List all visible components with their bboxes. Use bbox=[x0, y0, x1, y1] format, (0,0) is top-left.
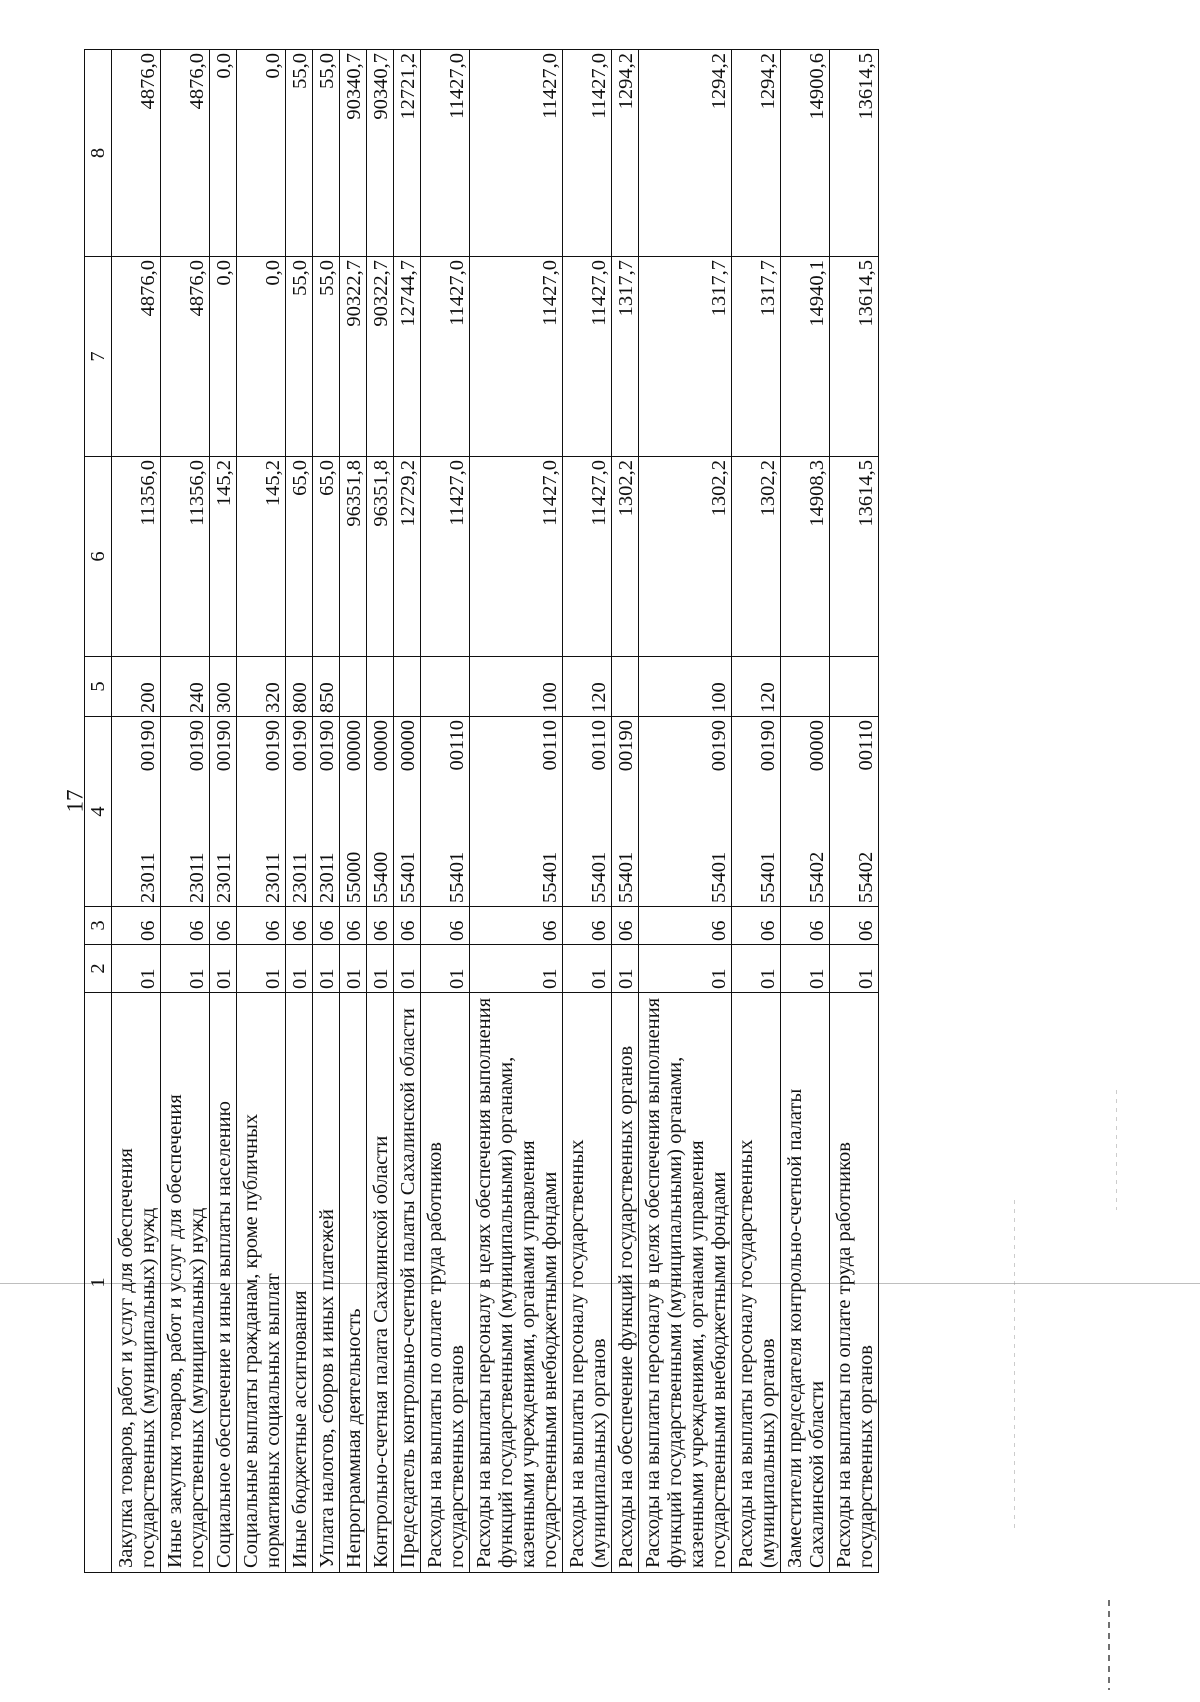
target-code-part1: 23011 bbox=[316, 852, 338, 903]
amount-col8: 4876,0 bbox=[161, 50, 210, 257]
target-article bbox=[470, 717, 563, 907]
amount-col7: 11427,0 bbox=[563, 257, 612, 457]
section-code: 01 bbox=[563, 945, 612, 993]
table-row bbox=[367, 50, 394, 1573]
amount-col8: 12721,2 bbox=[394, 50, 421, 257]
amount-col7: 55,0 bbox=[313, 257, 340, 457]
subsection-code: 06 bbox=[732, 907, 781, 945]
column-header: 8 bbox=[85, 50, 112, 257]
amount-col6: 145,2 bbox=[210, 457, 237, 657]
amount-col8: 1294,2 bbox=[612, 50, 639, 257]
target-code-part1: 23011 bbox=[137, 852, 159, 903]
target-code-part2: 00190 bbox=[316, 720, 338, 772]
row-name: Непрограммная деятельность bbox=[340, 993, 367, 1573]
amount-col7: 11427,0 bbox=[470, 257, 563, 457]
amount-col8: 11427,0 bbox=[563, 50, 612, 257]
target-article bbox=[237, 717, 286, 907]
amount-col7: 4876,0 bbox=[112, 257, 161, 457]
target-article bbox=[830, 717, 879, 907]
page-number: 17 bbox=[62, 789, 88, 813]
target-code-part1: 55401 bbox=[588, 851, 610, 903]
target-code-part2: 00000 bbox=[397, 720, 419, 772]
target-article bbox=[286, 717, 313, 907]
row-name: Заместители председателя контрольно-счетной палаты Сахалинской области bbox=[781, 993, 830, 1573]
target-code-part2: 00000 bbox=[370, 720, 392, 772]
target-code-part2: 00110 bbox=[539, 720, 561, 771]
row-name: Уплата налогов, сборов и иных платежей bbox=[313, 993, 340, 1573]
amount-col6: 11427,0 bbox=[563, 457, 612, 657]
target-code-part2: 00110 bbox=[588, 720, 610, 771]
section-code: 01 bbox=[161, 945, 210, 993]
subsection-code: 06 bbox=[161, 907, 210, 945]
amount-col6: 145,2 bbox=[237, 457, 286, 657]
subsection-code: 06 bbox=[237, 907, 286, 945]
amount-col8: 0,0 bbox=[237, 50, 286, 257]
target-article bbox=[112, 717, 161, 907]
row-name: Закупка товаров, работ и услуг для обеспечения государственных (муниципальных) нужд bbox=[112, 993, 161, 1573]
target-article bbox=[367, 717, 394, 907]
section-code: 01 bbox=[781, 945, 830, 993]
target-code-part2: 00190 bbox=[213, 720, 235, 772]
column-header: 1 bbox=[85, 993, 112, 1573]
subsection-code: 06 bbox=[563, 907, 612, 945]
target-code-part2: 00190 bbox=[262, 720, 284, 772]
table-row bbox=[394, 50, 421, 1573]
row-name: Расходы на выплаты персоналу государственных (муниципальных) органов bbox=[563, 993, 612, 1573]
target-article bbox=[340, 717, 367, 907]
amount-col7: 11427,0 bbox=[421, 257, 470, 457]
target-article bbox=[639, 717, 732, 907]
amount-col7: 1317,7 bbox=[732, 257, 781, 457]
amount-col7: 12744,7 bbox=[394, 257, 421, 457]
amount-col6: 1302,2 bbox=[732, 457, 781, 657]
target-code-part1: 23011 bbox=[289, 852, 311, 903]
row-name: Расходы на выплаты персоналу государственных (муниципальных) органов bbox=[732, 993, 781, 1573]
section-code: 01 bbox=[112, 945, 161, 993]
section-code: 01 bbox=[639, 945, 732, 993]
target-article bbox=[210, 717, 237, 907]
target-article bbox=[313, 717, 340, 907]
target-code-part1: 55401 bbox=[446, 851, 468, 903]
amount-col8: 13614,5 bbox=[830, 50, 879, 257]
target-code-part1: 55000 bbox=[343, 851, 365, 903]
expense-type: 850 bbox=[313, 657, 340, 717]
table-row bbox=[563, 50, 612, 1573]
section-code: 01 bbox=[612, 945, 639, 993]
header-row bbox=[85, 50, 112, 1573]
target-code-part2: 00110 bbox=[446, 720, 468, 771]
amount-col6: 11427,0 bbox=[470, 457, 563, 657]
column-header: 5 bbox=[85, 657, 112, 717]
amount-col7: 1317,7 bbox=[612, 257, 639, 457]
amount-col8: 1294,2 bbox=[732, 50, 781, 257]
subsection-code: 06 bbox=[470, 907, 563, 945]
expense-type bbox=[612, 657, 639, 717]
amount-col8: 4876,0 bbox=[112, 50, 161, 257]
section-code: 01 bbox=[237, 945, 286, 993]
subsection-code: 06 bbox=[639, 907, 732, 945]
target-article bbox=[161, 717, 210, 907]
subsection-code: 06 bbox=[830, 907, 879, 945]
expense-type bbox=[421, 657, 470, 717]
target-article bbox=[732, 717, 781, 907]
section-code: 01 bbox=[732, 945, 781, 993]
amount-col6: 96351,8 bbox=[340, 457, 367, 657]
target-code-part2: 00000 bbox=[806, 720, 828, 772]
subsection-code: 06 bbox=[421, 907, 470, 945]
target-code-part1: 55400 bbox=[370, 851, 392, 903]
amount-col6: 65,0 bbox=[313, 457, 340, 657]
amount-col7: 13614,5 bbox=[830, 257, 879, 457]
table-row bbox=[313, 50, 340, 1573]
column-header: 3 bbox=[85, 907, 112, 945]
subsection-code: 06 bbox=[781, 907, 830, 945]
amount-col8: 14900,6 bbox=[781, 50, 830, 257]
target-article bbox=[781, 717, 830, 907]
target-code-part2: 00190 bbox=[615, 720, 637, 772]
table-row bbox=[210, 50, 237, 1573]
target-code-part2: 00110 bbox=[855, 720, 877, 771]
scan-artifact bbox=[1108, 1600, 1110, 1690]
subsection-code: 06 bbox=[210, 907, 237, 945]
target-code-part1: 55401 bbox=[757, 851, 779, 903]
expense-type: 100 bbox=[470, 657, 563, 717]
amount-col7: 1317,7 bbox=[639, 257, 732, 457]
expense-type: 120 bbox=[563, 657, 612, 717]
target-code-part2: 00000 bbox=[343, 720, 365, 772]
amount-col6: 11427,0 bbox=[421, 457, 470, 657]
amount-col6: 65,0 bbox=[286, 457, 313, 657]
row-name: Расходы на выплаты персоналу в целях обеспечения выполнения функций государственными (муниципальными) органами, казенными учреждениями, органами управления государственными внебюджетными фондами bbox=[470, 993, 563, 1573]
subsection-code: 06 bbox=[340, 907, 367, 945]
row-name: Иные закупки товаров, работ и услуг для обеспечения государственных (муниципальных) нужд bbox=[161, 993, 210, 1573]
amount-col6: 13614,5 bbox=[830, 457, 879, 657]
scan-artifact bbox=[1014, 1200, 1015, 1530]
target-code-part1: 55401 bbox=[615, 851, 637, 903]
subsection-code: 06 bbox=[112, 907, 161, 945]
table-row bbox=[830, 50, 879, 1573]
row-name: Расходы на обеспечение функций государственных органов bbox=[612, 993, 639, 1573]
section-code: 01 bbox=[286, 945, 313, 993]
amount-col7: 55,0 bbox=[286, 257, 313, 457]
amount-col6: 11356,0 bbox=[112, 457, 161, 657]
target-article bbox=[421, 717, 470, 907]
amount-col8: 55,0 bbox=[313, 50, 340, 257]
subsection-code: 06 bbox=[286, 907, 313, 945]
target-code-part2: 00190 bbox=[708, 720, 730, 772]
target-code-part2: 00190 bbox=[289, 720, 311, 772]
amount-col7: 0,0 bbox=[237, 257, 286, 457]
column-header: 6 bbox=[85, 457, 112, 657]
subsection-code: 06 bbox=[367, 907, 394, 945]
row-name: Расходы на выплаты персоналу в целях обеспечения выполнения функций государственными (муниципальными) органами, казенными учреждениями, органами управления государственными внебюджетными фондами bbox=[639, 993, 732, 1573]
table-row bbox=[732, 50, 781, 1573]
subsection-code: 06 bbox=[612, 907, 639, 945]
amount-col8: 55,0 bbox=[286, 50, 313, 257]
expense-type bbox=[781, 657, 830, 717]
amount-col6: 1302,2 bbox=[612, 457, 639, 657]
target-code-part2: 00190 bbox=[186, 720, 208, 772]
amount-col6: 11356,0 bbox=[161, 457, 210, 657]
table-row bbox=[237, 50, 286, 1573]
amount-col8: 90340,7 bbox=[367, 50, 394, 257]
amount-col7: 90322,7 bbox=[367, 257, 394, 457]
amount-col8: 11427,0 bbox=[470, 50, 563, 257]
section-code: 01 bbox=[367, 945, 394, 993]
subsection-code: 06 bbox=[394, 907, 421, 945]
amount-col6: 12729,2 bbox=[394, 457, 421, 657]
amount-col6: 1302,2 bbox=[639, 457, 732, 657]
expense-type: 320 bbox=[237, 657, 286, 717]
amount-col6: 14908,3 bbox=[781, 457, 830, 657]
target-article bbox=[612, 717, 639, 907]
amount-col7: 90322,7 bbox=[340, 257, 367, 457]
amount-col7: 14940,1 bbox=[781, 257, 830, 457]
table-row bbox=[421, 50, 470, 1573]
expense-type bbox=[394, 657, 421, 717]
section-code: 01 bbox=[830, 945, 879, 993]
target-code-part1: 23011 bbox=[213, 852, 235, 903]
row-name: Председатель контрольно-счетной палаты Сахалинской области bbox=[394, 993, 421, 1573]
table-row bbox=[161, 50, 210, 1573]
table-row bbox=[781, 50, 830, 1573]
amount-col7: 0,0 bbox=[210, 257, 237, 457]
table-row bbox=[612, 50, 639, 1573]
target-code-part1: 55402 bbox=[806, 851, 828, 903]
row-name: Расходы на выплаты по оплате труда работников государственных органов bbox=[830, 993, 879, 1573]
target-code-part1: 23011 bbox=[186, 852, 208, 903]
expense-type: 200 bbox=[112, 657, 161, 717]
amount-col8: 1294,2 bbox=[639, 50, 732, 257]
subsection-code: 06 bbox=[313, 907, 340, 945]
section-code: 01 bbox=[210, 945, 237, 993]
target-code-part1: 55401 bbox=[708, 851, 730, 903]
expense-type: 800 bbox=[286, 657, 313, 717]
target-code-part2: 00190 bbox=[757, 720, 779, 772]
table-row bbox=[639, 50, 732, 1573]
target-article bbox=[394, 717, 421, 907]
rotated-table-container bbox=[84, 50, 935, 1573]
section-code: 01 bbox=[470, 945, 563, 993]
amount-col6: 96351,8 bbox=[367, 457, 394, 657]
section-code: 01 bbox=[340, 945, 367, 993]
expense-type: 240 bbox=[161, 657, 210, 717]
amount-col8: 11427,0 bbox=[421, 50, 470, 257]
scan-artifact bbox=[1116, 1090, 1117, 1210]
row-name: Расходы на выплаты по оплате труда работников государственных органов bbox=[421, 993, 470, 1573]
table-row bbox=[112, 50, 161, 1573]
section-code: 01 bbox=[394, 945, 421, 993]
row-name: Контрольно-счетная палата Сахалинской области bbox=[367, 993, 394, 1573]
target-code-part1: 55401 bbox=[539, 851, 561, 903]
column-header: 4 bbox=[85, 717, 112, 907]
expense-type bbox=[830, 657, 879, 717]
table-row bbox=[470, 50, 563, 1573]
target-code-part1: 23011 bbox=[262, 852, 284, 903]
amount-col8: 0,0 bbox=[210, 50, 237, 257]
section-code: 01 bbox=[421, 945, 470, 993]
table-row bbox=[286, 50, 313, 1573]
expense-type: 120 bbox=[732, 657, 781, 717]
column-header: 7 bbox=[85, 257, 112, 457]
expense-type bbox=[340, 657, 367, 717]
expense-type bbox=[367, 657, 394, 717]
amount-col8: 90340,7 bbox=[340, 50, 367, 257]
expense-type: 100 bbox=[639, 657, 732, 717]
target-code-part2: 00190 bbox=[137, 720, 159, 772]
row-name: Социальное обеспечение и иные выплаты населению bbox=[210, 993, 237, 1573]
section-code: 01 bbox=[313, 945, 340, 993]
target-code-part1: 55401 bbox=[397, 851, 419, 903]
budget-table bbox=[84, 49, 879, 1573]
table-row bbox=[340, 50, 367, 1573]
target-article bbox=[563, 717, 612, 907]
column-header: 2 bbox=[85, 945, 112, 993]
amount-col7: 4876,0 bbox=[161, 257, 210, 457]
expense-type: 300 bbox=[210, 657, 237, 717]
row-name: Социальные выплаты гражданам, кроме публичных нормативных социальных выплат bbox=[237, 993, 286, 1573]
row-name: Иные бюджетные ассигнования bbox=[286, 993, 313, 1573]
target-code-part1: 55402 bbox=[855, 851, 877, 903]
